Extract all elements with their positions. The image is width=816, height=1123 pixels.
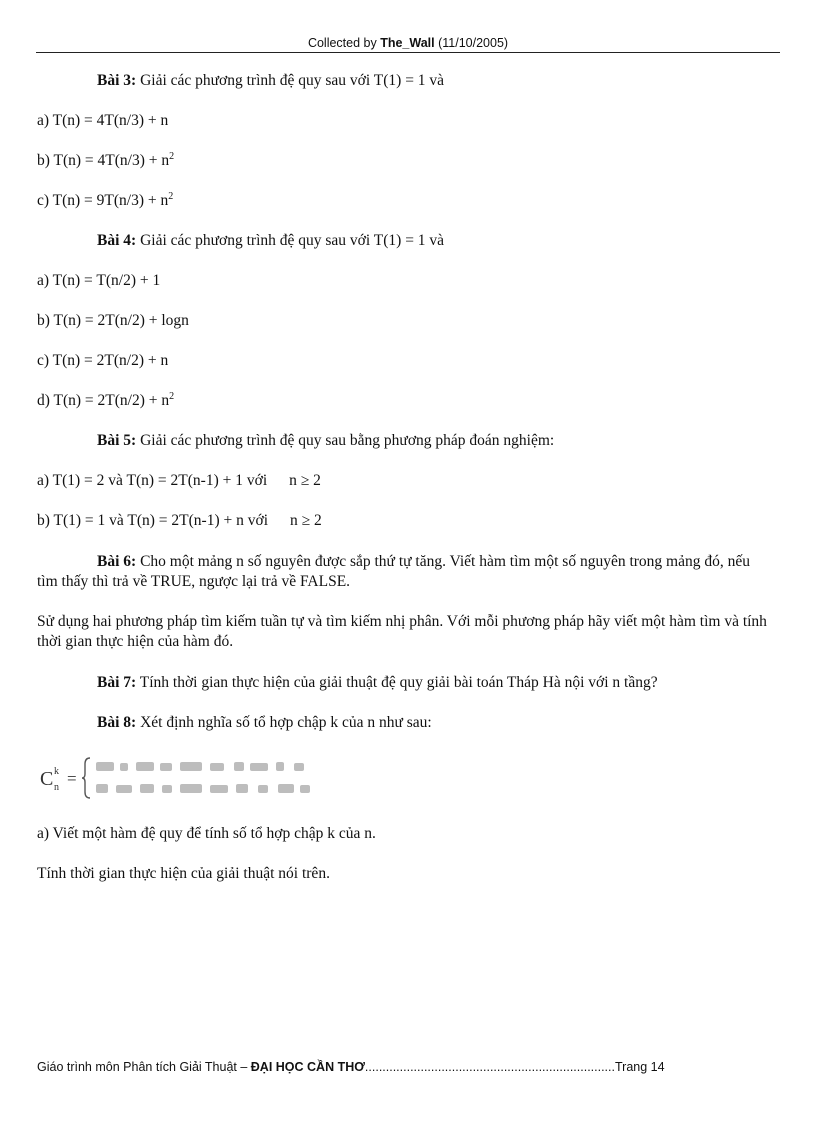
bai3-heading <box>97 71 444 91</box>
header-prefix: Collected by <box>307 36 381 50</box>
header-author: The_Wall <box>380 36 435 50</box>
bai8-text: Xét định nghĩa số tổ hợp chập k của n như sau: <box>136 714 432 731</box>
bai4-text: Giải các phương trình đệ quy sau với T(1) = 1 và <box>136 232 445 249</box>
bai3-item-b <box>37 151 174 171</box>
bai6-text1: Cho một mảng n số nguyên được sắp thứ tự tăng. Viết hàm tìm một số nguyên trong mảng đó, nếu tìm thấy thì trả về TRUE, ngược lại trả về FALSE. <box>37 553 750 590</box>
bai8-label: Bài 8: <box>97 714 137 731</box>
formula-sub: n <box>54 782 59 793</box>
bai5-item-b-condition: n ≥ 2 <box>290 512 322 529</box>
header-date: (11/10/2005) <box>434 36 509 50</box>
bai8-heading <box>97 713 432 733</box>
bai7-label: Bài 7: <box>97 674 137 691</box>
bai4-item-b: b) T(n) = 2T(n/2) + logn <box>37 312 189 329</box>
footer-prefix: Giáo trình môn Phân tích Giải Thuật – <box>37 1060 251 1074</box>
formula-eq: = <box>67 769 77 788</box>
bai6-label-wrap <box>37 553 136 570</box>
bai8-item-a: a) Viết một hàm đệ quy để tính số tổ hợp chập k của n. <box>37 825 376 842</box>
footer-school: ĐẠI HỌC CẦN THƠ <box>250 1060 365 1074</box>
bai5-item-b-text: b) T(1) = 1 và T(n) = 2T(n-1) + n với <box>37 512 268 529</box>
bai5-item-a-text: a) T(1) = 2 và T(n) = 2T(n-1) + 1 với <box>37 472 268 489</box>
bai6-label: Bài 6: <box>97 553 137 570</box>
bai7-text: Tính thời gian thực hiện của giải thuật đệ quy giải bài toán Tháp Hà nội với n tầng? <box>136 674 658 691</box>
bai5-label: Bài 5: <box>97 432 137 449</box>
bai4-heading <box>97 231 444 251</box>
formula-lhs: C <box>40 768 54 790</box>
bai4-item-a: a) T(n) = T(n/2) + 1 <box>37 272 161 289</box>
footer-dots: ........................................................................ <box>364 1060 615 1074</box>
page-footer <box>37 1060 779 1074</box>
bai3-item-b-exponent: 2 <box>169 151 175 162</box>
bai5-item-a <box>37 471 321 491</box>
bai4-item-d-exponent: 2 <box>169 391 175 402</box>
bai3-label: Bài 3: <box>97 72 137 89</box>
bai5-item-a-condition: n ≥ 2 <box>289 472 321 489</box>
bai8-extra: Tính thời gian thực hiện của giải thuật nói trên. <box>37 865 330 882</box>
bai3-item-a: a) T(n) = 4T(n/3) + n <box>37 112 169 129</box>
bai6-paragraph-2: Sử dụng hai phương pháp tìm kiếm tuần tự và tìm kiếm nhị phân. Với mỗi phương pháp hãy viết một hàm tìm và tính thời gian thực hiện của hàm đó. <box>37 613 767 650</box>
bai5-heading <box>97 431 554 451</box>
bai3-item-c-exponent: 2 <box>168 191 174 202</box>
bai3-item-c-text: c) T(n) = 9T(n/3) + n <box>37 192 169 209</box>
bai6-paragraph-1 <box>37 552 772 592</box>
formula-sup: k <box>54 766 59 777</box>
combination-formula-image <box>38 754 358 802</box>
bai3-item-c <box>37 191 173 211</box>
bai5-item-b <box>37 511 322 531</box>
bai4-item-d-text: d) T(n) = 2T(n/2) + n <box>37 392 170 409</box>
bai3-text: Giải các phương trình đệ quy sau với T(1) = 1 và <box>136 72 445 89</box>
footer-page-number: Trang 14 <box>614 1060 665 1074</box>
page-header <box>0 36 816 50</box>
formula-brace <box>82 758 90 798</box>
bai4-item-d <box>37 391 174 411</box>
header-divider <box>36 52 780 53</box>
formula-blurred-conditions <box>96 762 310 793</box>
bai5-text: Giải các phương trình đệ quy sau bằng phương pháp đoán nghiệm: <box>136 432 555 449</box>
bai4-label: Bài 4: <box>97 232 137 249</box>
bai7-heading <box>97 673 658 693</box>
bai3-item-b-text: b) T(n) = 4T(n/3) + n <box>37 152 170 169</box>
bai4-item-c: c) T(n) = 2T(n/2) + n <box>37 352 169 369</box>
